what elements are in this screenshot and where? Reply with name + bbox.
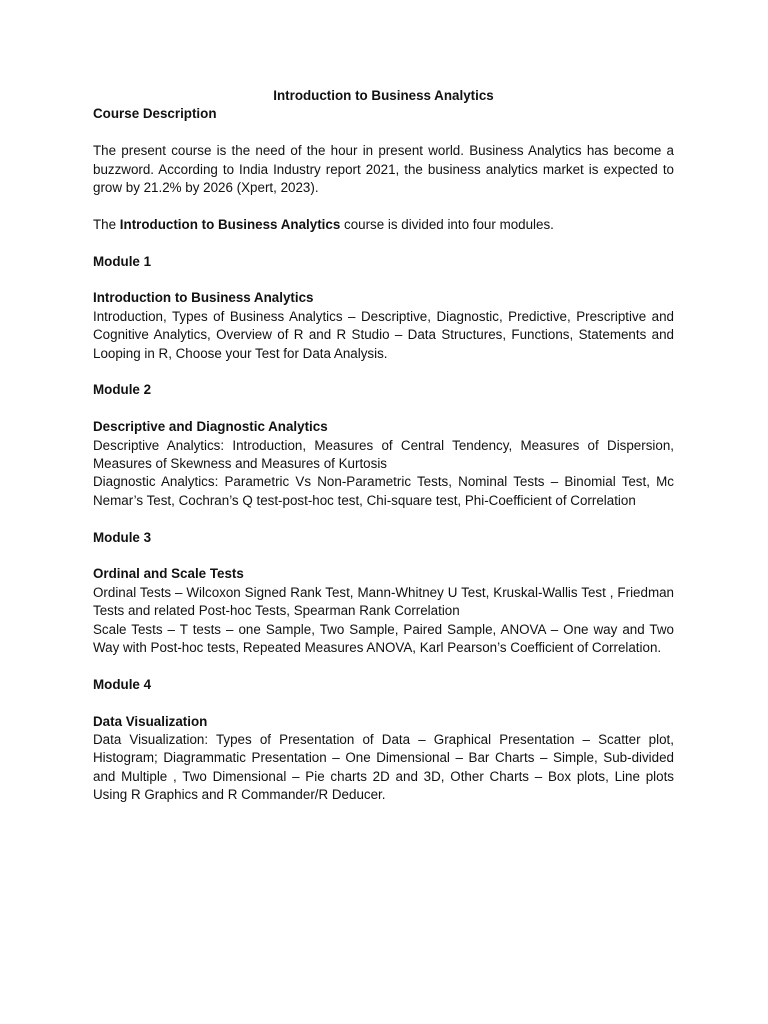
document-page <box>93 87 674 805</box>
course-description-heading: Course Description <box>93 106 217 122</box>
spacer <box>93 400 674 418</box>
module-label: Module 1 <box>93 253 152 269</box>
modules-sentence-prefix: The <box>93 216 120 232</box>
spacer <box>93 271 674 289</box>
intro-paragraph: The present course is the need of the hour in present world. Business Analytics has become a buzzword. According to India Industry report 2021, the business analytics market is expected to grow by 21.2% by 2026 (Xpert, 2023). <box>93 143 674 196</box>
spacer <box>93 657 674 675</box>
spacer <box>93 197 674 215</box>
spacer <box>93 547 674 565</box>
module-paragraph: Diagnostic Analytics: Parametric Vs Non-Parametric Tests, Nominal Tests – Binomial Test, Mc Nemar’s Test, Cochran’s Q test-post-hoc test, Chi-square test, Phi-Coefficient of Correlation <box>93 474 674 508</box>
module-paragraph: Ordinal Tests – Wilcoxon Signed Rank Test, Mann-Whitney U Test, Kruskal-Wallis Test , Friedman Tests and related Post-hoc Tests, Spearman Rank Correlation <box>93 584 674 619</box>
module-paragraph: Introduction, Types of Business Analytics – Descriptive, Diagnostic, Predictive, Prescriptive and Cognitive Analytics, Overview of R and R Studio – Data Structures, Functions, Statements and Looping in R, Choose your Test for Data Analysis. <box>93 308 674 361</box>
spacer <box>93 124 674 142</box>
spacer <box>93 694 674 712</box>
modules-sentence <box>93 216 674 234</box>
spacer <box>93 234 674 252</box>
module-paragraph: Data Visualization: Types of Presentation of Data – Graphical Presentation – Scatter plot, Histogram; Diagrammatic Presentation – One Dimensional – Bar Charts – Simple, Sub-divided and Multiple , Two Dimensional – Pie charts 2D and 3D, Other Charts – Box plots, Line plots Using R Graphics and R Commander/R Deducer. <box>93 732 674 803</box>
module-label: Module 3 <box>93 529 152 545</box>
spacer <box>93 363 674 381</box>
modules-sentence-suffix: course is divided into four modules. <box>340 216 554 232</box>
module-title: Descriptive and Diagnostic Analytics <box>93 419 328 435</box>
module-title: Introduction to Business Analytics <box>93 290 314 306</box>
document-title: Introduction to Business Analytics <box>273 88 494 103</box>
modules-sentence-course-name: Introduction to Business Analytics <box>119 216 341 232</box>
module-title: Data Visualization <box>93 713 208 729</box>
spacer <box>93 510 674 528</box>
module-paragraph: Descriptive Analytics: Introduction, Measures of Central Tendency, Measures of Dispersion, Measures of Skewness and Measures of Kurtosis <box>93 437 674 472</box>
module-label: Module 2 <box>93 382 152 398</box>
module-paragraph: Scale Tests – T tests – one Sample, Two Sample, Paired Sample, ANOVA – One way and Two Way with Post-hoc tests, Repeated Measures ANOVA, Karl Pearson’s Coefficient of Correlation. <box>93 621 674 656</box>
module-title: Ordinal and Scale Tests <box>93 566 244 582</box>
module-label: Module 4 <box>93 676 152 692</box>
